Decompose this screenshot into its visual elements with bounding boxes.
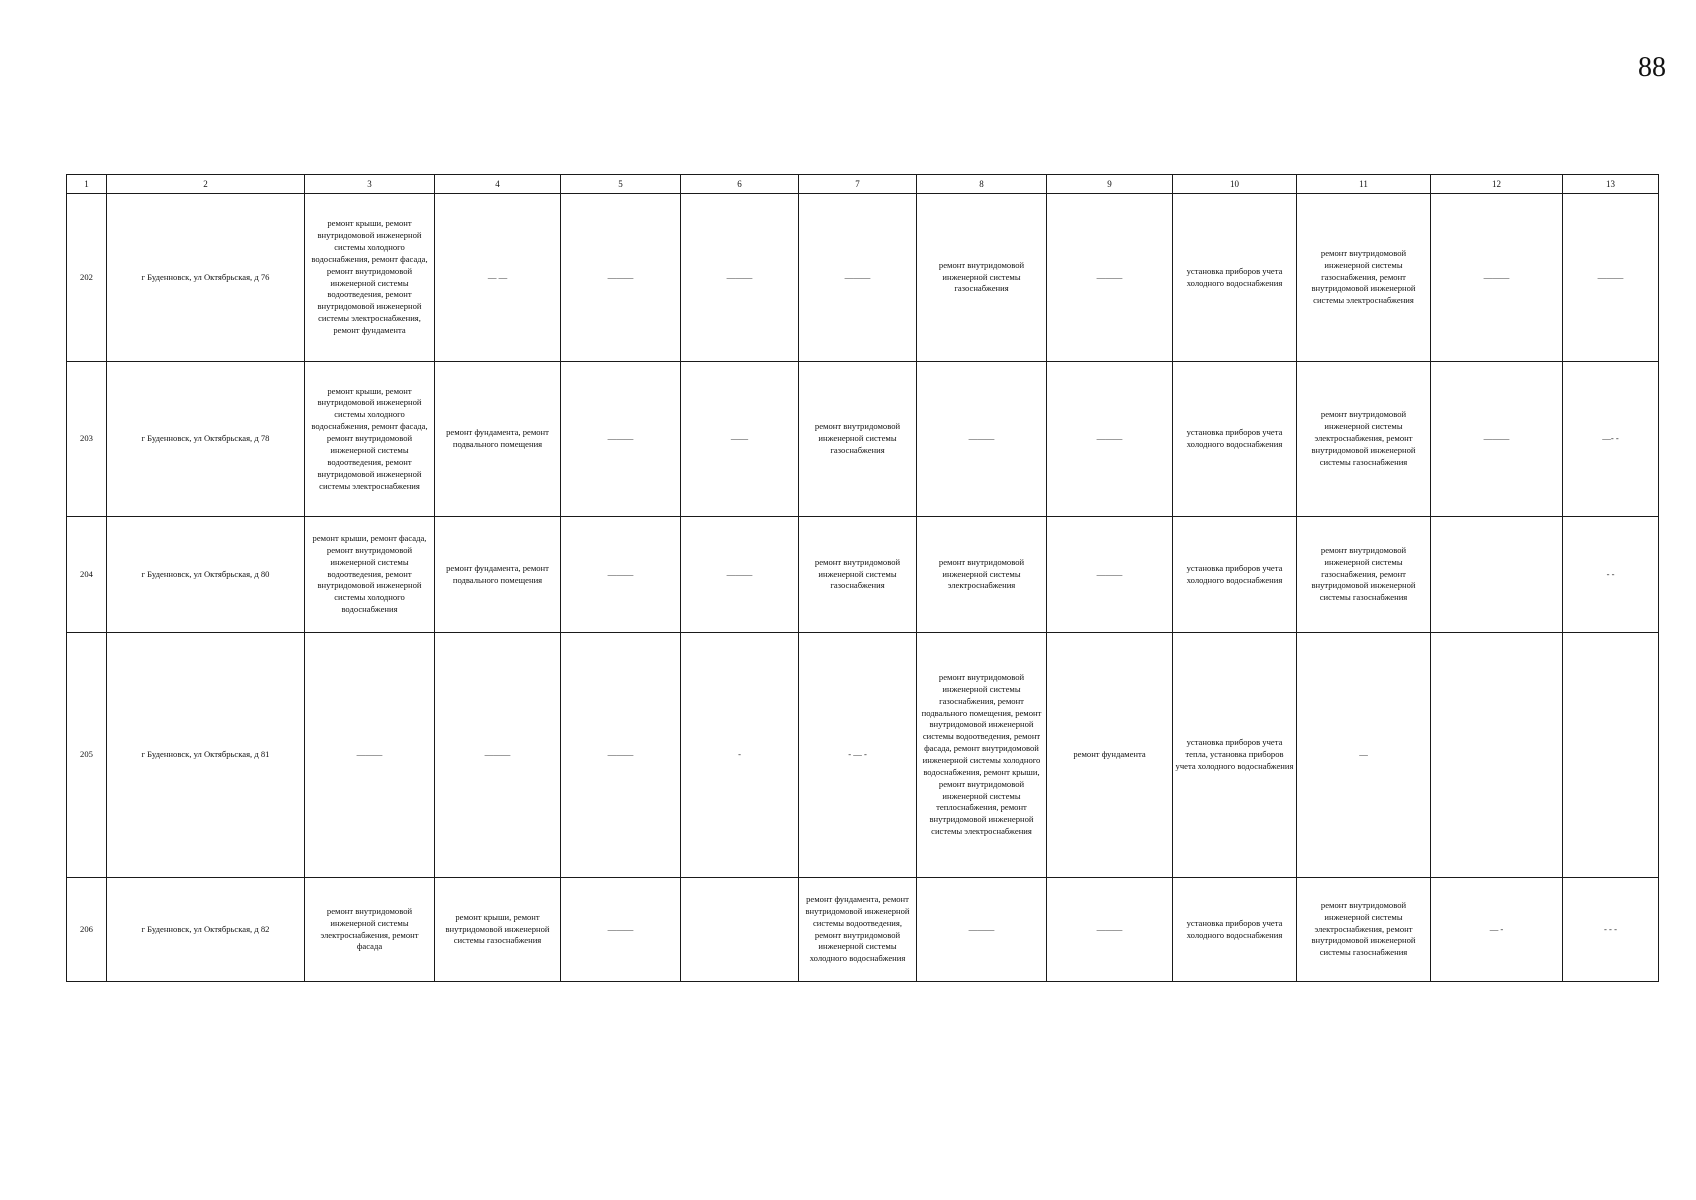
cell-col5: ———: [561, 194, 681, 362]
cell-col10: установка приборов учета холодного водоснабжения: [1173, 194, 1297, 362]
column-header-2: 2: [107, 175, 305, 194]
cell-col9: ———: [1047, 878, 1173, 982]
page-number: 88: [1638, 52, 1666, 83]
cell-col7: ———: [799, 194, 917, 362]
column-number-row: [67, 175, 1659, 194]
cell-col11: ремонт внутридомовой инженерной системы газоснабжения, ремонт внутридомовой инженерной системы газоснабжения: [1297, 517, 1431, 633]
cell-col13: - -: [1563, 517, 1659, 633]
cell-col4: ремонт крыши, ремонт внутридомовой инженерной системы газоснабжения: [435, 878, 561, 982]
column-header-11: 11: [1297, 175, 1431, 194]
column-header-1: 1: [67, 175, 107, 194]
cell-col8: ремонт внутридомовой инженерной системы электроснабжения: [917, 517, 1047, 633]
column-header-5: 5: [561, 175, 681, 194]
cell-col6: [681, 878, 799, 982]
cell-col11: ремонт внутридомовой инженерной системы газоснабжения, ремонт внутридомовой инженерной системы электроснабжения: [1297, 194, 1431, 362]
row-number: 206: [67, 878, 107, 982]
cell-col6: -: [681, 633, 799, 878]
cell-col3: ремонт внутридомовой инженерной системы электроснабжения, ремонт фасада: [305, 878, 435, 982]
cell-col12: — -: [1431, 878, 1563, 982]
address-cell: г Буденновск, ул Октябрьская, д 80: [107, 517, 305, 633]
column-header-6: 6: [681, 175, 799, 194]
cell-col5: ———: [561, 633, 681, 878]
cell-col3: ———: [305, 633, 435, 878]
column-header-8: 8: [917, 175, 1047, 194]
cell-col7: ремонт внутридомовой инженерной системы газоснабжения: [799, 362, 917, 517]
row-number: 204: [67, 517, 107, 633]
cell-col4: ———: [435, 633, 561, 878]
address-cell: г Буденновск, ул Октябрьская, д 78: [107, 362, 305, 517]
cell-col9: ———: [1047, 194, 1173, 362]
column-header-12: 12: [1431, 175, 1563, 194]
row-number: 203: [67, 362, 107, 517]
cell-col10: установка приборов учета холодного водоснабжения: [1173, 878, 1297, 982]
column-header-13: 13: [1563, 175, 1659, 194]
cell-col9: ———: [1047, 517, 1173, 633]
row-number: 205: [67, 633, 107, 878]
row-number: 202: [67, 194, 107, 362]
cell-col5: ———: [561, 362, 681, 517]
repair-schedule-table: [66, 174, 1659, 982]
cell-col8: ———: [917, 362, 1047, 517]
cell-col13: - - -: [1563, 878, 1659, 982]
cell-col4: ремонт фундамента, ремонт подвального помещения: [435, 362, 561, 517]
cell-col11: ремонт внутридомовой инженерной системы электроснабжения, ремонт внутридомовой инженерной системы газоснабжения: [1297, 362, 1431, 517]
cell-col6: ——: [681, 362, 799, 517]
cell-col12: ———: [1431, 194, 1563, 362]
cell-col13: —- -: [1563, 362, 1659, 517]
table-row: [67, 517, 1659, 633]
cell-col5: ———: [561, 517, 681, 633]
column-header-9: 9: [1047, 175, 1173, 194]
table-row: [67, 633, 1659, 878]
cell-col3: ремонт крыши, ремонт фасада, ремонт внутридомовой инженерной системы водоотведения, ремонт внутридомовой инженерной системы холодного водоснабжения: [305, 517, 435, 633]
cell-col7: ремонт фундамента, ремонт внутридомовой инженерной системы водоотведения, ремонт внутридомовой инженерной системы холодного водоснабжения: [799, 878, 917, 982]
cell-col7: ремонт внутридомовой инженерной системы газоснабжения: [799, 517, 917, 633]
cell-col8: ремонт внутридомовой инженерной системы газоснабжения, ремонт подвального помещения, ремонт внутридомовой инженерной системы водоотведения, ремонт фасада, ремонт внутридомовой инженерной системы холодного водоснабжения, ремонт крыши, ремонт внутридомовой инженерной системы теплоснабжения, ремонт внутридомовой инженерной системы электроснабжения: [917, 633, 1047, 878]
cell-col3: ремонт крыши, ремонт внутридомовой инженерной системы холодного водоснабжения, ремонт фасада, ремонт внутридомовой инженерной системы водоотведения, ремонт внутридомовой инженерной системы электроснабжения, ремонт фундамента: [305, 194, 435, 362]
table-row: [67, 878, 1659, 982]
column-header-4: 4: [435, 175, 561, 194]
address-cell: г Буденновск, ул Октябрьская, д 81: [107, 633, 305, 878]
column-header-7: 7: [799, 175, 917, 194]
cell-col13: [1563, 633, 1659, 878]
cell-col13: ———: [1563, 194, 1659, 362]
cell-col10: установка приборов учета холодного водоснабжения: [1173, 517, 1297, 633]
cell-col4: ремонт фундамента, ремонт подвального помещения: [435, 517, 561, 633]
cell-col8: ремонт внутридомовой инженерной системы газоснабжения: [917, 194, 1047, 362]
column-header-10: 10: [1173, 175, 1297, 194]
cell-col5: ———: [561, 878, 681, 982]
address-cell: г Буденновск, ул Октябрьская, д 82: [107, 878, 305, 982]
address-cell: г Буденновск, ул Октябрьская, д 76: [107, 194, 305, 362]
table-row: [67, 362, 1659, 517]
cell-col10: установка приборов учета холодного водоснабжения: [1173, 362, 1297, 517]
cell-col12: [1431, 517, 1563, 633]
cell-col3: ремонт крыши, ремонт внутридомовой инженерной системы холодного водоснабжения, ремонт фасада, ремонт внутридомовой инженерной системы водоотведения, ремонт внутридомовой инженерной системы электроснабжения: [305, 362, 435, 517]
cell-col9: ———: [1047, 362, 1173, 517]
cell-col6: ———: [681, 517, 799, 633]
cell-col12: [1431, 633, 1563, 878]
cell-col11: ремонт внутридомовой инженерной системы электроснабжения, ремонт внутридомовой инженерной системы газоснабжения: [1297, 878, 1431, 982]
table-row: [67, 194, 1659, 362]
cell-col6: ———: [681, 194, 799, 362]
cell-col8: ———: [917, 878, 1047, 982]
column-header-3: 3: [305, 175, 435, 194]
cell-col7: - — -: [799, 633, 917, 878]
cell-col12: ———: [1431, 362, 1563, 517]
cell-col4: — —: [435, 194, 561, 362]
cell-col11: —: [1297, 633, 1431, 878]
cell-col10: установка приборов учета тепла, установка приборов учета холодного водоснабжения: [1173, 633, 1297, 878]
cell-col9: ремонт фундамента: [1047, 633, 1173, 878]
